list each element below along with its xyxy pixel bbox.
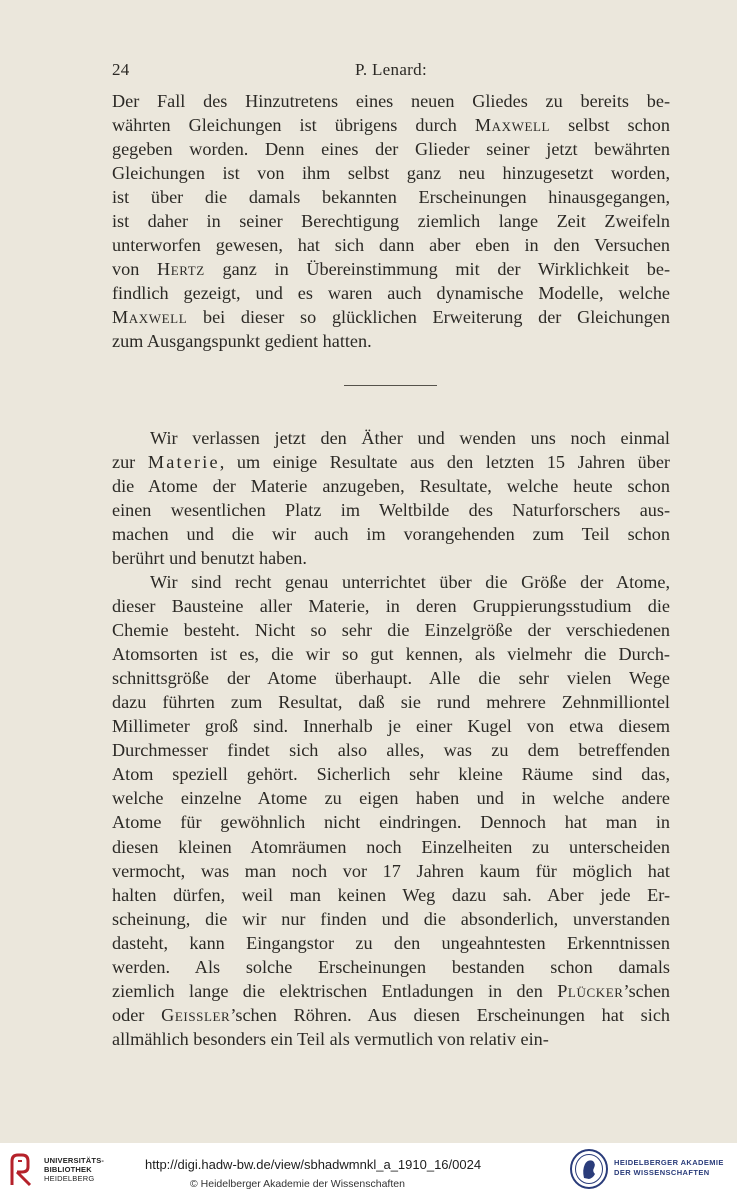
text-run: Atome für gewöhnlich nicht eindringen. Dennoch hat man in [112,812,670,833]
library-name-line: BIBLIOTHEK [44,1165,92,1174]
text-run: halten dürfen, weil man keinen Weg dazu sah. Aber jede Er- [112,884,670,905]
text-run: Chemie besteht. Nicht so sehr die Einzelgröße der verschiedenen [112,620,670,641]
text-line [112,907,670,931]
text-run: oder [112,1004,162,1025]
text-run: dazu führten zum Resultat, daß sie rund mehrere Zehnmilliontel [112,692,670,713]
text-line [112,209,670,233]
digitization-footer [0,1143,737,1196]
text-line [112,762,670,786]
library-name [44,1156,104,1183]
text-line [112,594,670,618]
text-run: bei dieser so glücklichen Erweiterung der Gleichungen [187,307,670,328]
text-run: Gleichungen ist von ihm selbst ganz neu hinzugesetzt worden, [112,163,670,184]
text-run: zur [112,452,148,473]
text-line [112,1003,670,1027]
text-run: zum Ausgangspunkt gedient hatten. [112,331,372,352]
academy-name [614,1158,724,1178]
text-run: ’schen [623,980,670,1001]
text-run: unterworfen gewesen, hat sich dann aber eben in den Versuchen [112,235,670,256]
text-line [112,161,670,185]
text-line [112,1027,670,1051]
text-line [112,498,670,522]
text-run: machen und die wir auch im vorangehenden zum Teil schon [112,524,670,545]
text-run: Durchmesser findet sich also alles, was zu dem betreffenden [112,740,670,761]
text-run: gegeben worden. Denn eines der Glieder seiner jetzt bewährten [112,139,670,160]
page-number: 24 [112,60,130,79]
author-name: Plücker [557,980,624,1001]
copyright-notice: © Heidelberger Akademie der Wissenschaften [190,1178,405,1190]
text-run: findlich gezeigt, und es waren auch dynamische Modelle, welche [112,283,670,304]
text-line [112,859,670,883]
author-name: Geissler [161,1004,231,1025]
text-line [112,714,670,738]
text-line [112,810,670,834]
text-run: währten Gleichungen ist übrigens durch [112,115,475,136]
text-line [112,786,670,810]
text-run: allmählich besonders ein Teil als vermutlich von relativ ein- [112,1028,549,1049]
text-line [112,89,670,113]
text-line [112,257,670,281]
text-run: Atomsorten ist es, die wir so gut kennen, als vielmehr die Durch- [112,644,670,665]
text-line [112,835,670,859]
text-run: ist über die damals bekannten Erscheinungen hinausgegangen, [112,187,670,208]
text-run: Wir verlassen jetzt den Äther und wenden uns noch einmal [150,428,670,448]
text-line [112,979,670,1003]
text-run: dasteht, kann Eingangstor zu den ungeahntesten Erkenntnissen [112,932,670,953]
library-name-line: UNIVERSITÄTS- [44,1156,105,1165]
text-run: schnittsgröße der Atome überhaupt. Alle die sehr vielen Wege [112,668,670,689]
text-line [112,883,670,907]
paragraph-atomgroesse [112,570,670,1051]
running-title: P. Lenard: [355,60,427,79]
text-line [112,546,670,570]
emphasized-word: Materie [147,452,220,473]
text-run: Wir sind recht genau unterrichtet über die Größe der Atome, [150,572,670,592]
text-line [112,666,670,690]
text-line [112,955,670,979]
text-run: Millimeter groß sind. Innerhalb je einer Kugel von etwa diesem [112,716,670,737]
text-line [112,474,670,498]
text-run: scheinung, die wir nur finden und die absonderlich, unverstanden [112,908,670,929]
text-run: , um einige Resultate aus den letzten 15 Jahren über [219,452,670,473]
library-name-line: HEIDELBERG [44,1174,95,1183]
text-line [112,233,670,257]
text-run: welche einzelne Atome zu eigen haben und in welche andere [112,788,670,809]
text-line [112,137,670,161]
text-run: diesen kleinen Atomräumen noch Einzelheiten zu unterscheiden [112,836,670,857]
text-run: die Atome der Materie anzugeben, Resultate, welche heute schon [112,476,670,497]
text-run: Der Fall des Hinzutretens eines neuen Gliedes zu bereits be- [112,91,670,111]
text-line [112,305,670,329]
paragraph-continued [112,89,670,354]
text-line [112,281,670,305]
text-line [112,522,670,546]
text-run: ’schen Röhren. Aus diesen Erscheinungen hat sich [230,1004,670,1025]
text-run: werden. Als solche Erscheinungen bestanden schon damals [112,956,670,977]
text-run: von [112,259,157,280]
text-run: Atom speziell gehört. Sicherlich sehr kleine Räume sind das, [112,764,670,785]
author-name: Maxwell [112,307,188,328]
text-run: berührt und benutzt haben. [112,548,307,569]
paragraph-ather-materie [112,426,670,570]
text-line [112,113,670,137]
author-name: Hertz [156,259,205,280]
text-line [112,690,670,714]
academy-name-line: HEIDELBERGER AKADEMIE [614,1158,724,1167]
academy-seal-icon [569,1148,609,1190]
text-line [112,185,670,209]
text-run: dieser Bausteine aller Materie, in deren Gruppierungsstudium die [112,596,670,617]
text-line [112,450,670,474]
text-line [112,329,670,353]
author-name: Maxwell [474,115,551,136]
text-line [112,426,670,450]
text-run: ganz in Übereinstimmung mit der Wirklichkeit be- [204,259,670,280]
text-line [112,738,670,762]
text-line [112,570,670,594]
text-run: ist daher in seiner Berechtigung ziemlich lange Zeit Zweifeln [112,211,670,232]
library-logo-icon [8,1151,38,1189]
text-run: vermocht, was man noch vor 17 Jahren kaum für möglich hat [112,860,670,881]
text-run: einen wesentlichen Platz im Weltbilde des Naturforschers aus- [112,500,670,521]
text-line [112,618,670,642]
text-run: selbst schon [550,115,670,136]
text-run: ziemlich lange die elektrischen Entladungen in den [112,980,558,1001]
academy-name-line: DER WISSENSCHAFTEN [614,1168,710,1177]
permalink-url[interactable]: http://digi.hadw-bw.de/view/sbhadwmnkl_a_1910_16/0024 [145,1157,482,1172]
text-line [112,642,670,666]
text-line [112,931,670,955]
section-divider [344,385,437,386]
